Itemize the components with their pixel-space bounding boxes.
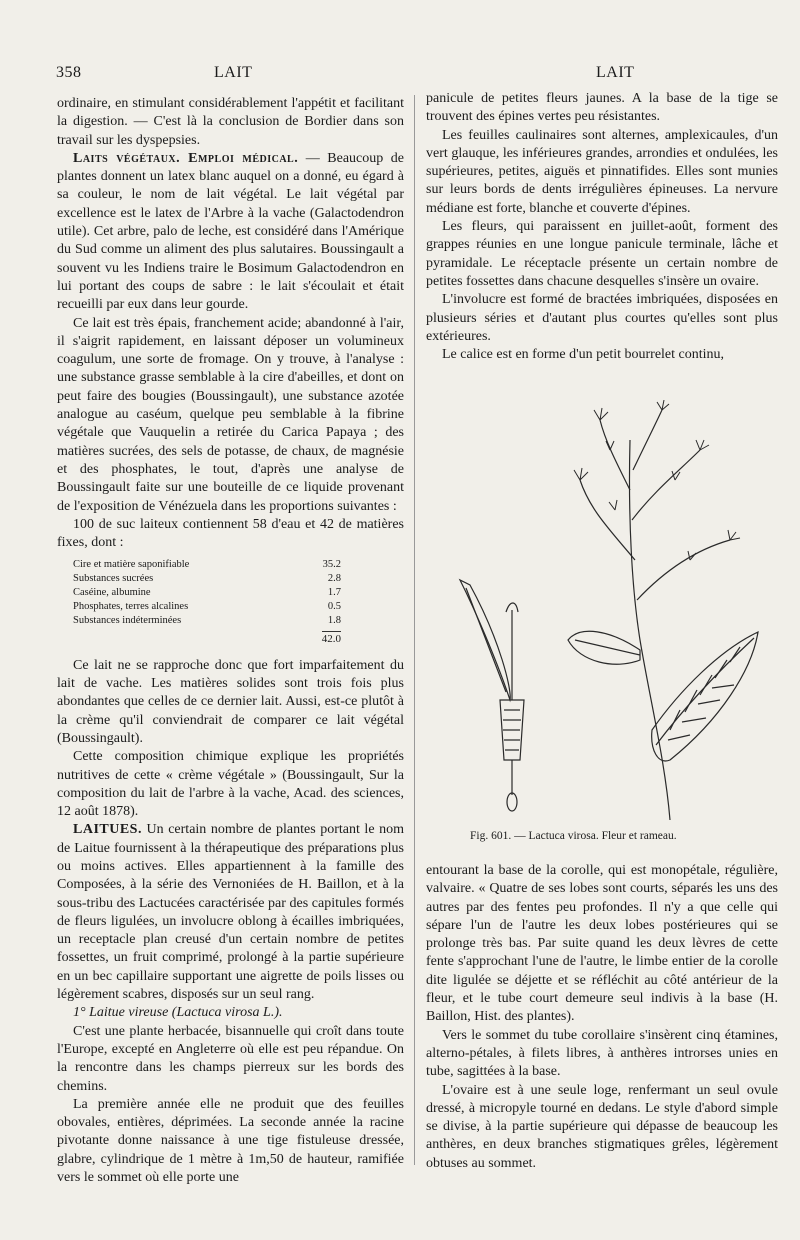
paragraph: L'involucre est formé de bractées imbriquées, disposées en plusieurs séries et d'autant plus courtes qu'elles sont plus extérieures. bbox=[426, 292, 778, 344]
paragraph: L'ovaire est à une seule loge, renfermant un seul ovule dressé, à micropyle tourné en dedans. Le style d'abord simple se divise, à la partie supérieure qui dépasse de beaucoup les anthères, en deux branches stigmatiques grêles, légèrement obtuses au sommet. bbox=[426, 1082, 778, 1171]
section-heading: Laits végétaux. Emploi médical. bbox=[73, 150, 299, 166]
running-head-right: LAIT bbox=[596, 64, 635, 81]
paragraph: Cette composition chimique explique les propriétés nutritives de cette « crème végétale » (Boussingault, Sur la composition du lait de l'arbre à la vache, Acad. des sciences, 12 août 1878). bbox=[57, 749, 404, 820]
table-total: 42.0 bbox=[321, 633, 341, 646]
page-number: 358 bbox=[56, 64, 82, 81]
paragraph: panicule de petites fleurs jaunes. A la base de la tige se trouvent des épines vertes peu résistantes. bbox=[426, 91, 778, 125]
section-heading: LAITUES. bbox=[73, 822, 142, 838]
paragraph: C'est une plante herbacée, bisannuelle qui croît dans toute l'Europe, excepté en Angleterre où elle est peu répandue. On la rencontre dans les champs pierreux sur les bords des chemins. bbox=[57, 1023, 404, 1094]
paragraph: entourant la base de la corolle, qui est monopétale, régulière, valvaire. « Quatre de ses lobes sont courts, séparés les uns des autres par des fentes peu profondes. Il n'y a que celle qui sépare l'un de l'autre les deux lobes postérieures qui se prolonge très bas. Par suite quand les deux lèvres de cette fente s'approchant l'une de l'autre, le limbe entier de la corolle dite ligulée se déjette et se réfléchit au côté antérieur de la fleur, et le tube court demeure seul indivis à la base (H. Baillon, Hist. des plantes). bbox=[426, 863, 778, 1025]
table-row: Cire et matière saponifiable 35.2 bbox=[73, 559, 341, 571]
table-row: Substances indéterminées 1.8 bbox=[73, 615, 341, 627]
table-row: Substances sucrées 2.8 bbox=[73, 573, 341, 585]
paragraph: Le calice est en forme d'un petit bourrelet continu, bbox=[442, 347, 725, 363]
paragraph: Ce lait est très épais, franchement acide; abandonné à l'air, il s'aigrit rapidement, en laissant déposer un volumineux coagulum, une sorte de fromage. On y trouve, à l'analyse : une substance grasse semblable à la cire d'abeilles, et dont on peut faire des bougies (Boussingault), une substance azotée analogue au caséum, quelque peu semblable à la fibrine végétale que Vauquelin a retirée du Carica Papaya ; des matières sucrées, des sels de potasse, de chaux, de magnésie et des phosphates, le tout, d'après une analyse de Boussingault faite sur une bouteille de ce liquide provenant de l'exposition de Vénézuela dans les proportions suivantes : bbox=[57, 315, 404, 514]
lactuca-virosa-illustration bbox=[440, 400, 780, 830]
composition-table bbox=[73, 558, 341, 628]
plant-engraving-icon bbox=[440, 400, 780, 830]
paragraph: Laits végétaux. Emploi médical. — Beaucoup de plantes donnent un latex blanc auquel on a donné, eu égard à sa couleur, le nom de lait végétal. Le lait végétal par excellence est le latex de l'Arbre à la vache (Galactodendron utile). Cet arbre, palo de leche, est considéré dans l'Amérique du Sud comme un aliment des plus salutaires. Boussingault a souvent vu les Indiens traire le Bosimum Galactodendron en lui portant des coups de sabre : le lait s'écoulait et était recueilli par eux dans leur gourde. bbox=[57, 150, 404, 313]
paragraph: LAITUES. Un certain nombre de plantes portant le nom de Laitue fournissent à la thérapeutique des préparations plus ou moins actives. Elles appartiennent à la famille des Composées, à la série des Vernoniées de H. Baillon, et à la sous-tribu des Lactucées caractérisée par des capitules formés de fleurs ligulées, un involucre oblong à écailles imbriquées, un receptacle plan creusé d'un certain nombre de petites fossettes, un fruit comprimé, prolongé à la partie supérieure en un bec capillaire supportant une aigrette de poils lisses ou légèrement scabres, disposés sur un seul rang. bbox=[57, 822, 404, 1003]
figure-caption: Fig. 601. — Lactuca virosa. Fleur et rameau. bbox=[470, 830, 677, 842]
paragraph: Les feuilles caulinaires sont alternes, amplexicaules, d'un vert glauque, les inférieures grandes, arrondies et ondulées, les supérieures, petites, aiguës et pinnatifides. Elles sont munies sur leurs bords de dents irrégulières épineuses. La nervure médiane est forte, blanche et couverte d'épines. bbox=[426, 127, 778, 216]
running-head-left: LAIT bbox=[214, 64, 253, 81]
paragraph: Les fleurs, qui paraissent en juillet-août, forment des grappes réunies en une longue panicule terminale, lâche et pyramidale. Le réceptacle présente un certain nombre de petites fossettes dans chacune desquelles s'insère un ovaire. bbox=[426, 219, 778, 289]
right-column-top bbox=[426, 90, 778, 364]
subheading: 1° Laitue vireuse (Lactuca virosa L.). bbox=[73, 1005, 283, 1021]
paragraph: Ce lait ne se rapproche donc que fort imparfaitement du lait de vache. Les matières solides sont trois fois plus abondantes que celles de ce dernier lait. Aussi, est-ce plutôt à la crème qu'il conviendrait de comparer ce lait végétal (Boussingault). bbox=[57, 657, 404, 746]
running-header bbox=[0, 64, 800, 88]
column-divider bbox=[414, 95, 415, 1165]
paragraph: Vers le sommet du tube corollaire s'insèrent cinq étamines, alterno-pétales, à filets libres, à anthères introrses unies en tube, sagittées à la base. bbox=[426, 1027, 778, 1080]
paragraph: La première année elle ne produit que des feuilles obovales, entières, déprimées. La seconde année la racine pivotante donne naissance à une tige fistuleuse dressée, glabre, cylindrique de 1 mètre à 1m,50 de hauteur, ramifiée vers le sommet où elle porte une bbox=[57, 1096, 404, 1186]
table-row: Caséine, albumine 1.7 bbox=[73, 587, 341, 599]
right-column-bottom bbox=[426, 862, 778, 1173]
paragraph: ordinaire, en stimulant considérablement l'appétit et facilitant la digestion. — C'est là la conclusion de Bordier dans son travail sur les dyspepsies. bbox=[57, 96, 404, 148]
table-row: Phosphates, terres alcalines 0.5 bbox=[73, 601, 341, 613]
paragraph: 100 de suc laiteux contiennent 58 d'eau et 42 de matières fixes, dont : bbox=[57, 516, 404, 551]
left-column bbox=[57, 95, 404, 1187]
